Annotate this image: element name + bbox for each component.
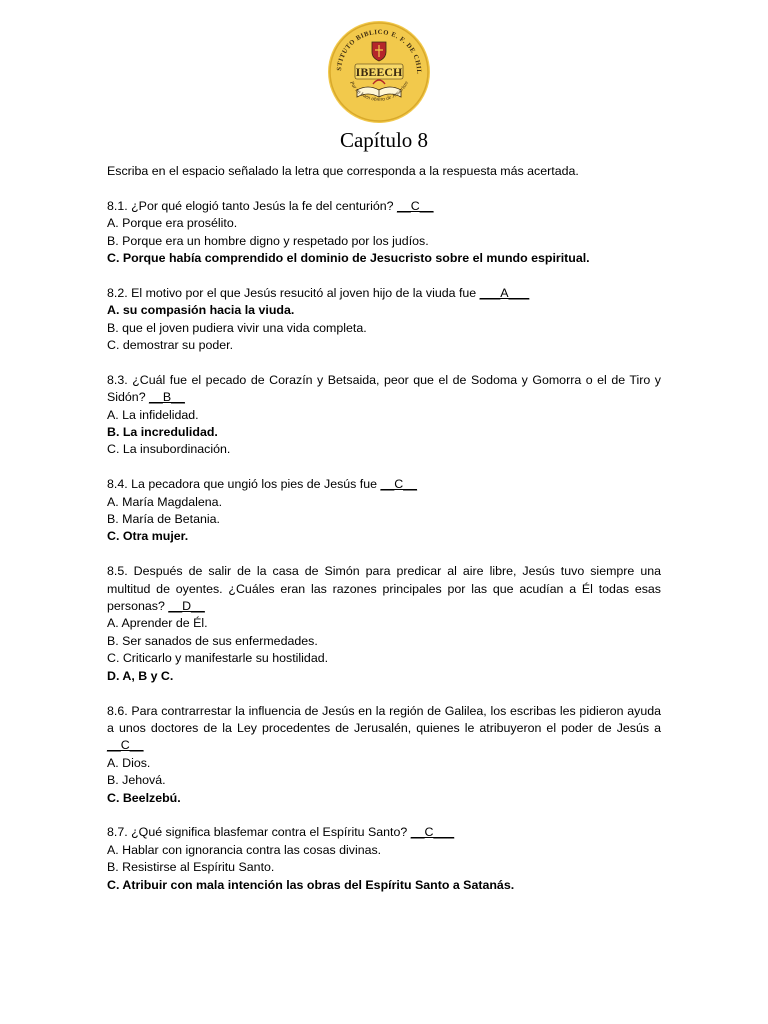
institute-seal	[327, 20, 431, 124]
question-stem	[107, 285, 661, 302]
svg-text:IBEECH: IBEECH	[355, 65, 403, 79]
svg-text:Por un buen obrero de Jesucris: Por un buen obrero de Jesucristo	[348, 80, 410, 103]
question-list	[107, 198, 661, 894]
svg-text:INSTITUTO BIBLICO E. F. DE CHI: STITUTO BIBLICO E. F. DE CHIL	[335, 28, 423, 75]
answer-option: B. Porque era un hombre digno y respetado por los judíos.	[107, 233, 429, 248]
correct-option: B. La incredulidad.	[107, 425, 218, 440]
question-block	[107, 285, 661, 355]
correct-option: A. su compasión hacia la viuda.	[107, 303, 295, 318]
answer-blank[interactable]: __D__	[168, 599, 205, 614]
answer-blank[interactable]: __C__	[397, 198, 434, 213]
answer-option: A. Aprender de Él.	[107, 616, 208, 631]
question-stem	[107, 563, 661, 615]
answer-option: A. Porque era prosélito.	[107, 216, 238, 231]
question-block	[107, 198, 661, 268]
question-text: 8.5. Después de salir de la casa de Simón para predicar al aire libre, Jesús tuvo siempre una multitud de oyentes. ¿Cuáles eran las razones principales por las que acudían a Él todas esas personas?	[107, 564, 661, 614]
question-block	[107, 703, 661, 807]
answer-blank[interactable]: __C__	[380, 477, 417, 492]
answer-blank[interactable]: ___A___	[479, 285, 530, 300]
question-stem	[107, 824, 661, 841]
answer-option: B. Resistirse al Espíritu Santo.	[107, 860, 275, 875]
question-block	[107, 563, 661, 685]
answer-blank[interactable]: __C___	[410, 825, 455, 840]
answer-option: C. Criticarlo y manifestarle su hostilidad.	[107, 651, 329, 666]
question-block	[107, 476, 661, 546]
answer-blank[interactable]: __C__	[107, 738, 144, 753]
question-text: 8.7. ¿Qué significa blasfemar contra el Espíritu Santo?	[107, 825, 411, 840]
question-text: 8.3. ¿Cuál fue el pecado de Corazín y Betsaida, peor que el de Sodoma y Gomorra o el de Tiro y Sidón?	[107, 372, 661, 405]
answer-option: A. Dios.	[107, 755, 151, 770]
answer-option: B. Jehová.	[107, 773, 166, 788]
question-stem	[107, 703, 661, 755]
answer-option: C. demostrar su poder.	[107, 338, 234, 353]
question-stem	[107, 198, 661, 215]
correct-option: C. Porque había comprendido el dominio de Jesucristo sobre el mundo espiritual.	[107, 251, 590, 266]
question-text: 8.1. ¿Por qué elogió tanto Jesús la fe del centurión?	[107, 198, 397, 213]
question-stem	[107, 476, 661, 493]
correct-option: D. A, B y C.	[107, 668, 174, 683]
correct-option: C. Beelzebú.	[107, 790, 181, 805]
question-block	[107, 372, 661, 459]
question-block	[107, 824, 661, 894]
correct-option: C. Atribuir con mala intención las obras del Espíritu Santo a Satanás.	[107, 877, 515, 892]
question-text: 8.6. Para contrarrestar la influencia de Jesús en la región de Galilea, los escribas les pidieron ayuda a unos doctores de la Ley procedentes de Jerusalén, quienes le atribuyeron el poder de Jesús a	[107, 703, 661, 735]
answer-option: B. que el joven pudiera vivir una vida completa.	[107, 320, 367, 335]
answer-option: A. La infidelidad.	[107, 407, 199, 422]
question-text: 8.2. El motivo por el que Jesús resucitó al joven hijo de la viuda fue	[107, 285, 480, 300]
answer-option: A. María Magdalena.	[107, 494, 223, 509]
instructions: Escriba en el espacio señalado la letra que corresponda a la respuesta más acertada.	[107, 164, 579, 178]
page-title: Capítulo 8	[339, 128, 429, 152]
answer-option: C. La insubordinación.	[107, 442, 231, 457]
institute-logo	[327, 20, 431, 124]
answer-option: A. Hablar con ignorancia contra las cosas divinas.	[107, 842, 382, 857]
correct-option: C. Otra mujer.	[107, 529, 189, 544]
question-stem	[107, 372, 661, 407]
answer-option: B. María de Betania.	[107, 512, 220, 527]
quiz-content	[107, 163, 661, 911]
answer-blank[interactable]: __B__	[149, 390, 185, 405]
answer-option: B. Ser sanados de sus enfermedades.	[107, 633, 318, 648]
question-text: 8.4. La pecadora que ungió los pies de Jesús fue	[107, 477, 381, 492]
